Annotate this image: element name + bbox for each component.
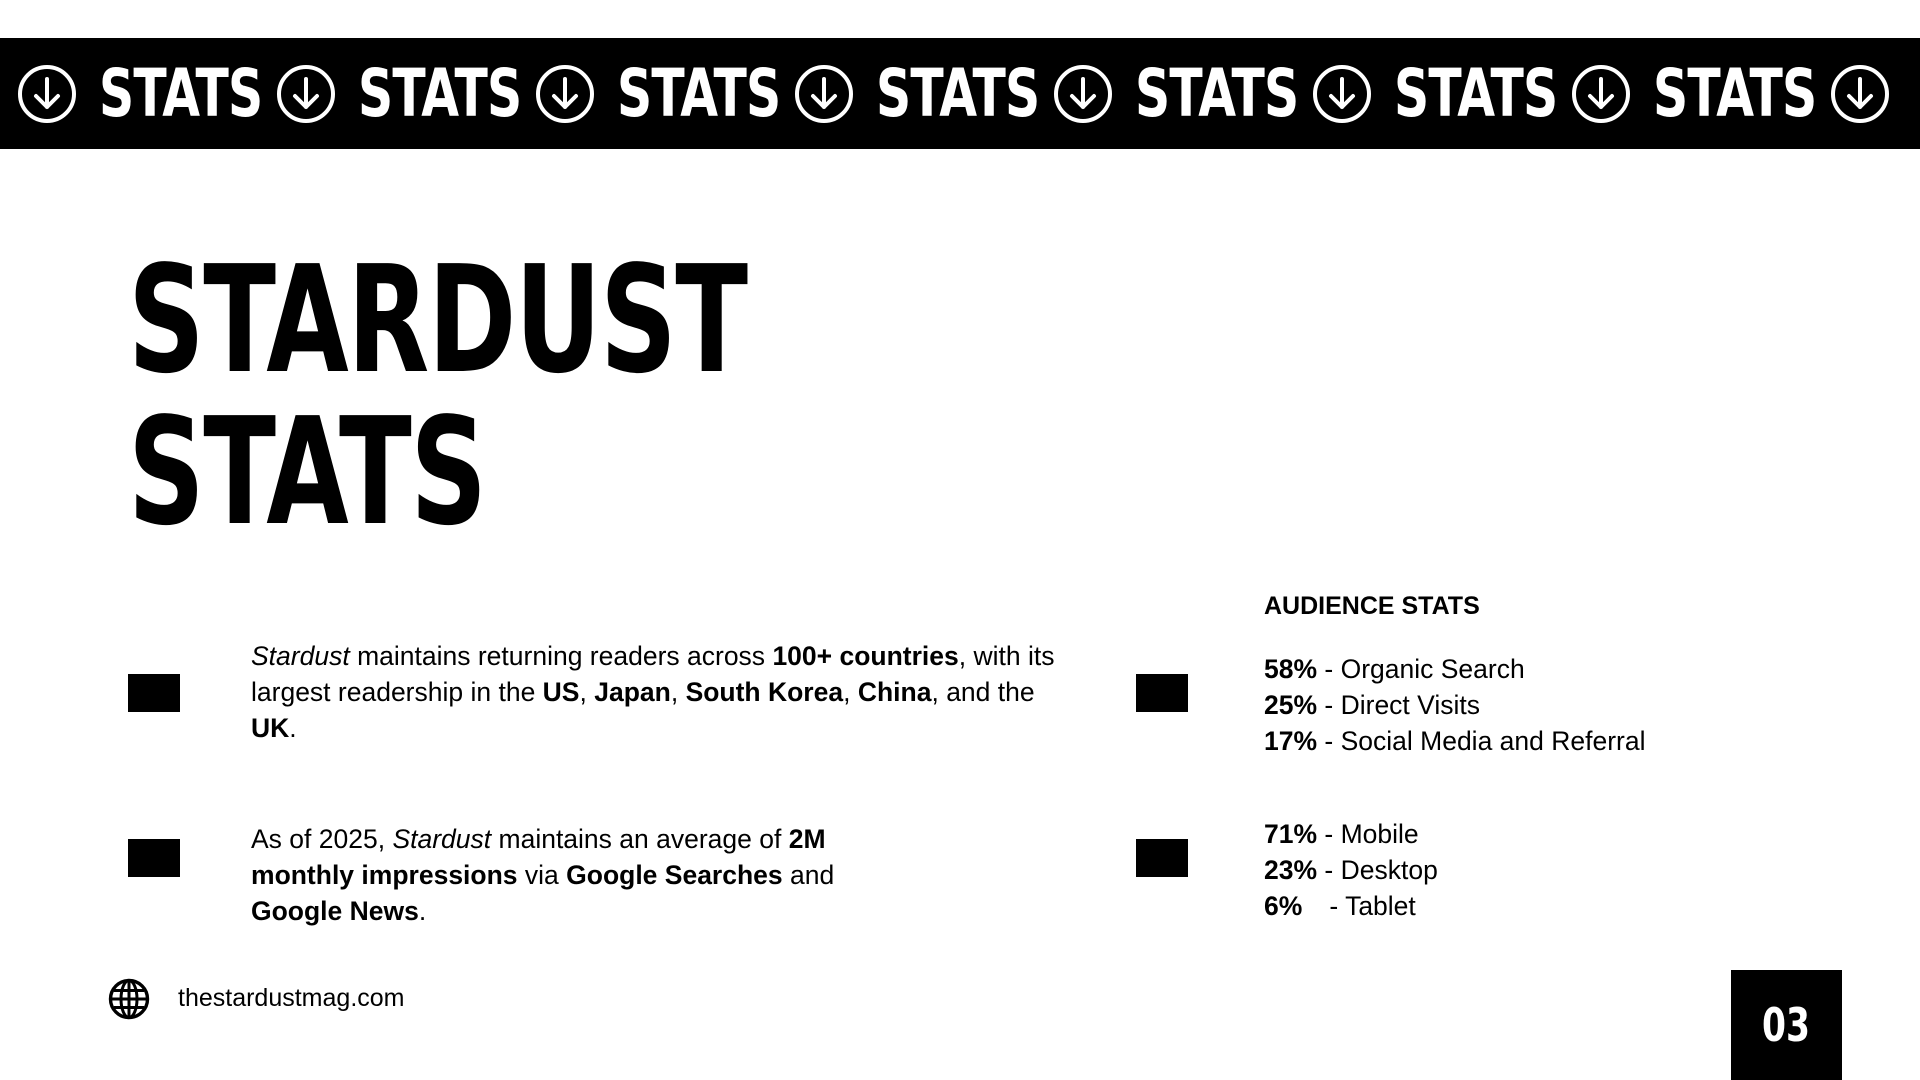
text-run: maintains an average of: [491, 824, 789, 854]
banner-unit: [17, 54, 276, 132]
stat-label: - Social Media and Referral: [1317, 726, 1646, 756]
stats-banner: [0, 38, 1920, 149]
website-link[interactable]: thestardustmag.com: [178, 984, 405, 1012]
text-run: ,: [670, 677, 686, 707]
impressions-paragraph: [251, 821, 881, 929]
banner-unit: [1053, 54, 1312, 132]
traffic-stats-list: [1264, 651, 1646, 759]
stat-percent: 71%: [1264, 819, 1318, 849]
stat-item: [1264, 816, 1438, 852]
text-run: , with its largest readership in the: [251, 641, 1055, 707]
page-title-line1: STARDUST: [128, 234, 747, 406]
emphasis-bold: UK: [251, 713, 290, 743]
bullet-marker: [128, 674, 180, 712]
bullet-marker: [1136, 674, 1188, 712]
banner-unit: [1571, 54, 1830, 132]
emphasis-italic: Stardust: [392, 824, 492, 854]
emphasis-bold: Google Searches: [566, 860, 783, 890]
text-run: ,: [579, 677, 595, 707]
stat-item: [1264, 651, 1646, 687]
audience-heading: AUDIENCE STATS: [1264, 592, 1480, 620]
emphasis-bold: China: [857, 677, 932, 707]
stat-percent: 25%: [1264, 690, 1318, 720]
arrow-down-circle-icon: [1830, 64, 1890, 124]
stat-item: [1264, 723, 1646, 759]
text-run: .: [418, 896, 427, 926]
page-number-box: [1731, 970, 1842, 1080]
bullet-marker: [128, 839, 180, 877]
banner-word: STATS: [617, 54, 781, 132]
page-title: [128, 234, 747, 558]
stat-label: - Organic Search: [1317, 654, 1525, 684]
banner-word: STATS: [358, 54, 522, 132]
banner-word: STATS: [1394, 54, 1558, 132]
text-run: .: [289, 713, 297, 743]
emphasis-bold: Google News: [251, 896, 419, 926]
banner-track: [17, 38, 1912, 149]
stat-item: [1264, 852, 1438, 888]
stat-percent: 6%: [1264, 891, 1303, 921]
stat-percent: 58%: [1264, 654, 1318, 684]
arrow-down-circle-icon: [535, 64, 595, 124]
page-number: 03: [1762, 998, 1811, 1052]
banner-word: STATS: [1135, 54, 1299, 132]
banner-unit: [276, 54, 535, 132]
arrow-down-circle-icon: [1571, 64, 1631, 124]
globe-icon: [108, 978, 150, 1020]
page-title-line2: STATS: [128, 386, 486, 558]
readership-paragraph: [251, 638, 1081, 746]
banner-word: STATS: [876, 54, 1040, 132]
text-run: , and the: [931, 677, 1035, 707]
stat-percent: 23%: [1264, 855, 1318, 885]
text-run: As of 2025,: [251, 824, 393, 854]
stat-item: [1264, 687, 1646, 723]
arrow-down-circle-icon: [1053, 64, 1113, 124]
emphasis-italic: Stardust: [251, 641, 350, 671]
text-run: maintains returning readers across: [349, 641, 773, 671]
emphasis-bold: Japan: [594, 677, 671, 707]
stat-label: - Direct Visits: [1317, 690, 1480, 720]
emphasis-bold: US: [542, 677, 580, 707]
banner-unit: [794, 54, 1053, 132]
text-run: and: [782, 860, 835, 890]
device-stats-list: [1264, 816, 1438, 924]
emphasis-bold: 100+ countries: [772, 641, 959, 671]
arrow-down-circle-icon: [794, 64, 854, 124]
stat-label: - Mobile: [1317, 819, 1419, 849]
bullet-marker: [1136, 839, 1188, 877]
arrow-down-circle-icon: [276, 64, 336, 124]
emphasis-bold: South Korea: [685, 677, 844, 707]
banner-word: STATS: [99, 54, 263, 132]
text-run: via: [517, 860, 567, 890]
stat-percent: 17%: [1264, 726, 1318, 756]
banner-unit: [1312, 54, 1571, 132]
arrow-down-circle-icon: [1312, 64, 1372, 124]
stat-label: - Tablet: [1322, 891, 1416, 921]
banner-unit: [1830, 64, 1912, 124]
emphasis-bold: 2M monthly impressions: [251, 824, 826, 890]
banner-unit: [535, 54, 794, 132]
stat-label: - Desktop: [1317, 855, 1438, 885]
arrow-down-circle-icon: [17, 64, 77, 124]
banner-word: STATS: [1653, 54, 1817, 132]
stat-item: [1264, 888, 1438, 924]
text-run: ,: [843, 677, 858, 707]
